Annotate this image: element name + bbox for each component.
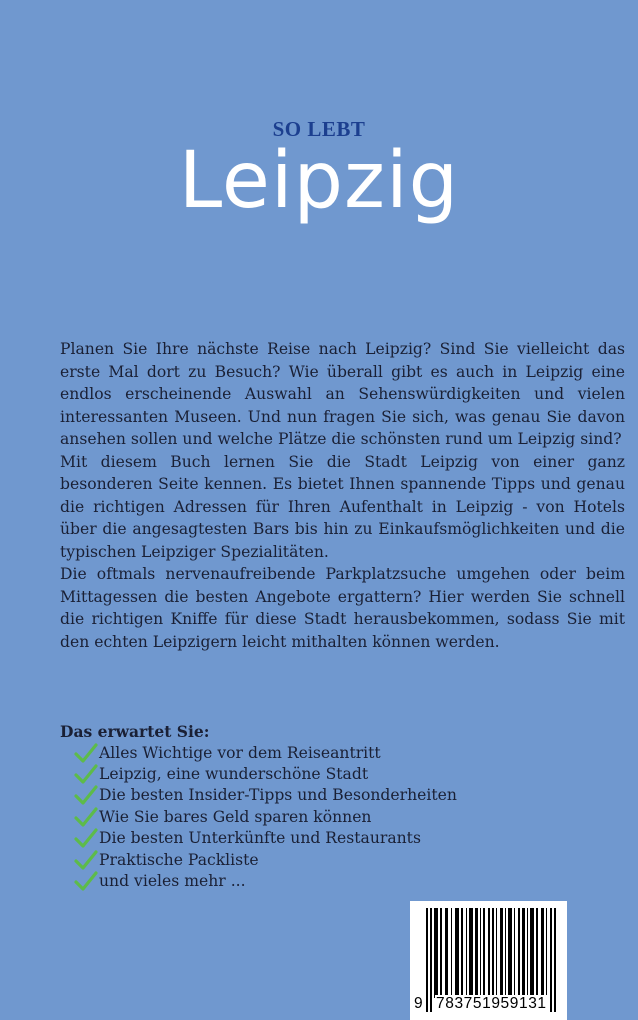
blurb-paragraph: Mit diesem Buch lernen Sie die Stadt Leipzig von einer ganz besonderen Seite kennen. Es bietet Ihnen spannende Tipps und genau die richtigen Adressen für Ihren Aufenthalt in Leipzig - von Hotels über die angesagtesten Bars bis hin zu Einkaufsmöglichkeiten und die typischen Leipziger Spezialitäten.: [60, 452, 625, 561]
blurb-text: [60, 338, 625, 653]
barcode: [410, 901, 567, 1020]
isbn-lead-digit: 9: [414, 995, 424, 1012]
check-icon: [74, 764, 98, 784]
feature-label: Die besten Insider-Tipps und Besonderheiten: [99, 786, 457, 805]
check-icon: [74, 828, 98, 848]
check-icon: [74, 850, 98, 870]
list-item: [74, 785, 457, 806]
series-label: SO LEBT: [272, 117, 366, 141]
feature-label: Alles Wichtige vor dem Reiseantritt: [99, 743, 381, 762]
list-item: [74, 870, 457, 891]
check-icon: [74, 785, 98, 805]
blurb-paragraph: Die oftmals nervenaufreibende Parkplatzsuche umgehen oder beim Mittagessen die besten Angebote ergattern? Hier werden Sie schnell die richtigen Kniffe für diese Stadt herausbekommen, sodass Sie mit den echten Leipzigern leicht mithalten können werden.: [60, 565, 625, 651]
feature-label: und vieles mehr ...: [99, 872, 246, 891]
isbn-digits: 783751959131: [436, 995, 547, 1012]
list-item: [74, 763, 457, 784]
check-icon: [74, 807, 98, 827]
check-icon: [74, 743, 98, 763]
blurb-paragraph: Planen Sie Ihre nächste Reise nach Leipzig? Sind Sie vielleicht das erste Mal dort zu Besuch? Wie überall gibt es auch in Leipzig eine endlos erscheinende Auswahl an Sehenswürdigkeiten und vielen interessanten Museen. Und nun fragen Sie sich, was genau Sie davon ansehen sollen und welche Plätze die schönsten rund um Leipzig sind?: [60, 340, 625, 448]
list-item: [74, 742, 457, 763]
features-list: [74, 742, 457, 892]
book-title: Leipzig: [178, 136, 460, 226]
check-icon: [74, 871, 98, 891]
list-item: [74, 849, 457, 870]
features-heading: Das erwartet Sie:: [60, 722, 210, 741]
list-item: [74, 806, 457, 827]
feature-label: Praktische Packliste: [99, 850, 259, 869]
list-item: [74, 828, 457, 849]
feature-label: Leipzig, eine wunderschöne Stadt: [99, 765, 369, 784]
feature-label: Die besten Unterkünfte und Restaurants: [99, 829, 421, 848]
feature-label: Wie Sie bares Geld sparen können: [99, 807, 372, 826]
